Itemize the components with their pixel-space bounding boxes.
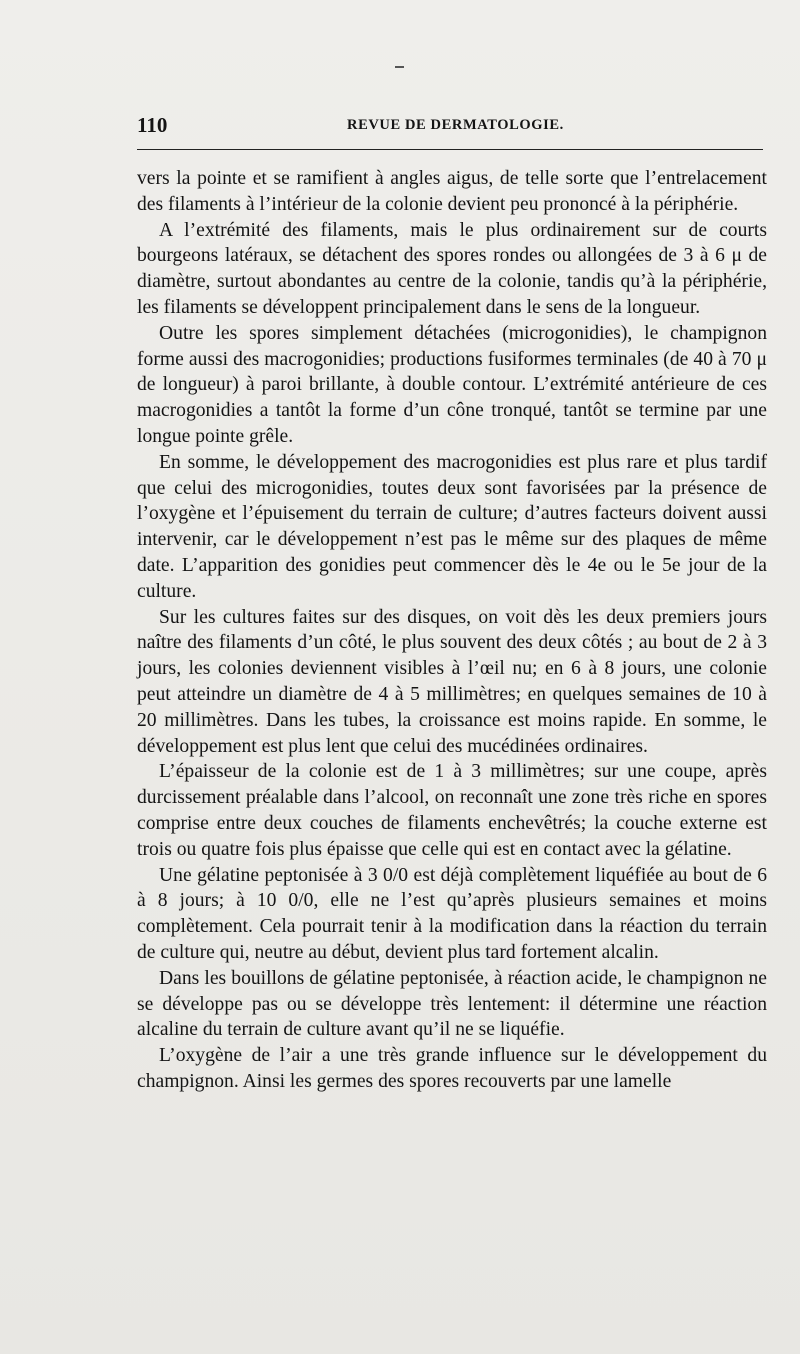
- body-text: [137, 166, 767, 1095]
- paragraph: L’oxygène de l’air a une très grande influence sur le développement du champignon. Ainsi les germes des spores recouverts par une lamelle: [137, 1045, 767, 1092]
- paragraph: Outre les spores simplement détachées (microgonidies), le champignon forme aussi des macrogonidies; productions fusiformes terminales (de 40 à 70 μ de longueur) à paroi brillante, à double contour. L’extrémité antérieure de ces macrogonidies a tantôt la forme d’un cône tronqué, tantôt se termine par une longue pointe grêle.: [137, 322, 767, 447]
- paragraph: Dans les bouillons de gélatine peptonisée, à réaction acide, le champignon ne se développe pas ou se développe très lentement: il détermine une réaction alcaline du terrain de culture avant qu’il ne se liquéfie.: [137, 967, 767, 1041]
- paragraph: L’épaisseur de la colonie est de 1 à 3 millimètres; sur une coupe, après durcissement préalable dans l’alcool, on reconnaît une zone très riche en spores comprise entre deux couches de filaments enchevêtrés; la couche externe est trois ou quatre fois plus épaisse que celle qui est en contact avec la gélatine.: [137, 761, 767, 860]
- paragraph: En somme, le développement des macrogonidies est plus rare et plus tardif que celui des microgonidies, toutes deux sont favorisées par la présence de l’oxygène et l’épuisement du terrain de culture; d’autres facteurs doivent aussi intervenir, car le développement n’est pas le même sur des plaques de même date. L’apparition des gonidies peut commencer dès le 4e ou le 5e jour de la culture.: [137, 451, 767, 602]
- print-mark: [395, 66, 404, 68]
- paragraph: Sur les cultures faites sur des disques, on voit dès les deux premiers jours naître des filaments d’un côté, le plus souvent des deux côtés ; au bout de 2 à 3 jours, les colonies deviennent visibles à l’œil nu; en 6 à 8 jours, une colonie peut atteindre un diamètre de 4 à 5 millimètres; en quelques semaines de 10 à 20 millimètres. Dans les tubes, la croissance est moins rapide. En somme, le développement est plus lent que celui des mucédinées ordinaires.: [137, 606, 767, 757]
- paragraph: A l’extrémité des filaments, mais le plus ordinairement sur de courts bourgeons latéraux, se détachent des spores rondes ou allongées de 3 à 6 μ de diamètre, surtout abondantes au centre de la colonie, tandis qu’à la périphérie, les filaments se développent principalement dans le sens de la longueur.: [137, 219, 767, 318]
- paragraph: Une gélatine peptonisée à 3 0/0 est déjà complètement liquéfiée au bout de 6 à 8 jours; à 10 0/0, elle ne l’est qu’après plusieurs semaines et moins complètement. Cela pourrait tenir à la modification dans la réaction du terrain de culture qui, neutre au début, devient plus tard fortement alcalin.: [137, 864, 767, 963]
- paragraph: vers la pointe et se ramifient à angles aigus, de telle sorte que l’entrelacement des filaments à l’intérieur de la colonie devient peu prononcé à la périphérie.: [137, 168, 767, 215]
- page-number: 110: [137, 113, 168, 137]
- running-title: REVUE DE DERMATOLOGIE.: [347, 117, 564, 133]
- page-header: [137, 113, 763, 139]
- header-rule: [137, 149, 763, 150]
